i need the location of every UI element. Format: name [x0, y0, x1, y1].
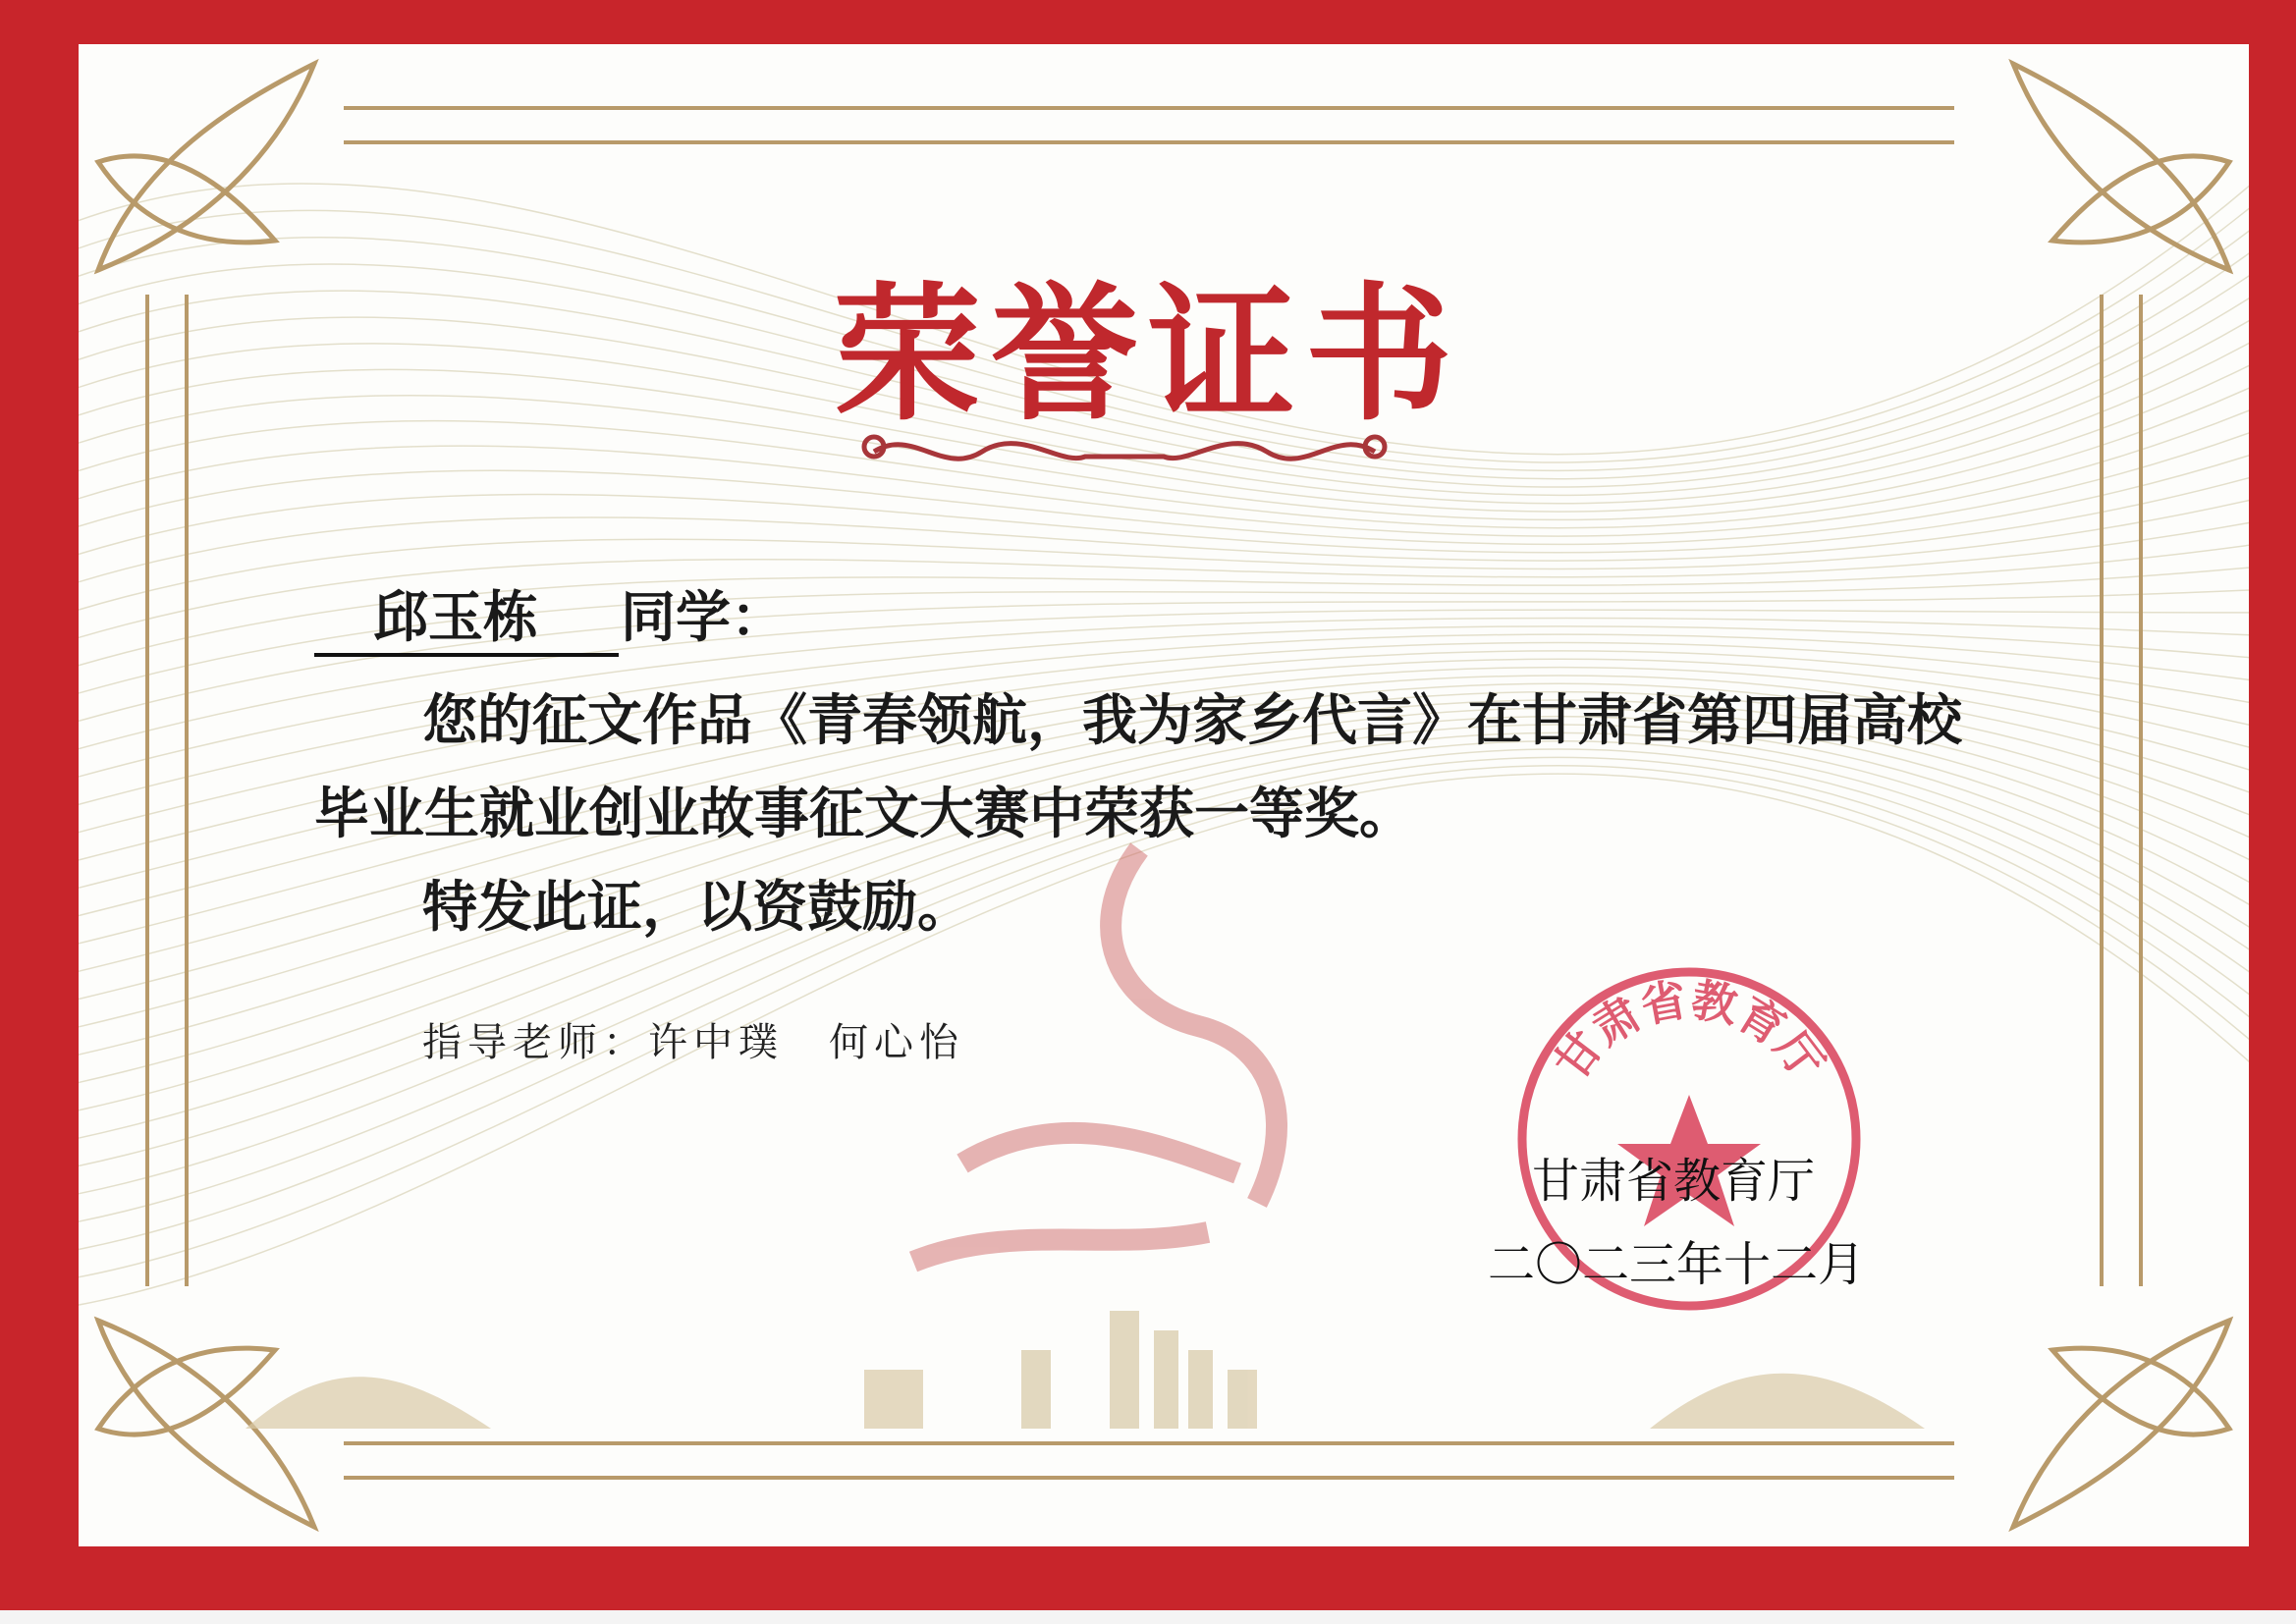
certificate-title: 荣誉证书	[833, 268, 1462, 441]
issue-date: 二〇二三年十二月	[1488, 1237, 1866, 1292]
seal-text: 甘肃省教育厅	[1544, 972, 1834, 1090]
recipient-name: 邱玉栋	[314, 574, 619, 657]
city-skyline-illustration	[246, 1311, 1925, 1429]
salutation: 同学：	[621, 585, 786, 650]
advisors: 指导老师：许中璞 何心怡	[422, 1020, 964, 1065]
body-text-line-2: 毕业生就业创业故事征文大赛中荣获一等奖。	[314, 782, 1414, 846]
svg-text:甘肃省教育厅	[1544, 973, 1833, 1090]
body-text-line-1: 您的征文作品《青春领航，我为家乡代言》在甘肃省第四届高校	[422, 688, 1962, 753]
body-text-line-3: 特发此证，以资鼓励。	[422, 875, 972, 940]
issuer-name: 甘肃省教育厅	[1532, 1154, 1816, 1209]
